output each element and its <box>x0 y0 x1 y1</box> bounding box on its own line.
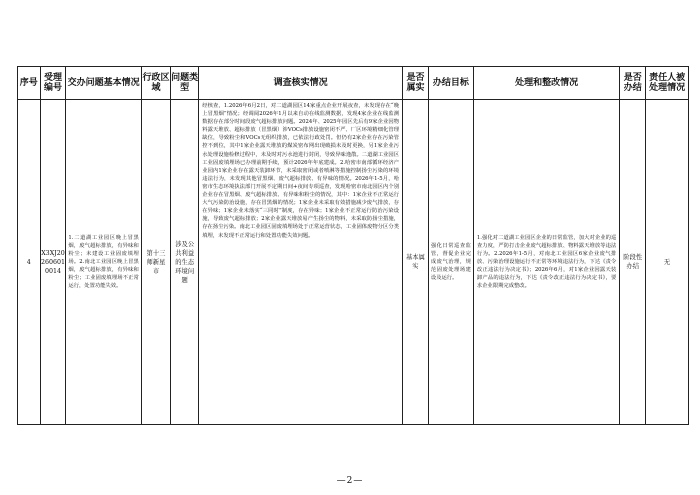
header-handling: 处理和整改情况 <box>473 67 619 100</box>
header-accountability: 责任人被处理情况 <box>646 67 689 100</box>
header-row <box>18 67 689 100</box>
header-is-true: 是否属实 <box>403 67 429 100</box>
cell-handling: 1.强化对二道湖工业园区企业的日常监管，加大对企业的巡查力度，严防打击企业废气超标排放、物料露天堆放等违法行为。2.2026年1-5月，对南北工业园区6家企业废气排放、污染治理设施运行不正常等环境违法行为，下达《责令改正违法行为决定书》；2026年6月，对1家企业因露天装卸产品的违法行为，下达《责令改正违法行为决定书》，要求企业限期完成整改。 <box>473 100 619 425</box>
cell-is-true: 基本属实 <box>403 100 429 425</box>
cell-district: 第十三师新星市 <box>141 100 170 425</box>
header-acceptance-no: 受理编号 <box>40 67 66 100</box>
cell-acceptance-no: X3XJ202606010014 <box>40 100 66 425</box>
cell-seq: 4 <box>18 100 41 425</box>
header-district: 行政区域 <box>141 67 170 100</box>
header-investigation: 调查核实情况 <box>199 67 403 100</box>
table-row <box>18 100 689 425</box>
header-goal: 办结目标 <box>428 67 473 100</box>
cell-type: 涉及公共利益的生态环境问题 <box>171 100 199 425</box>
header-is-closed: 是否办结 <box>620 67 646 100</box>
cell-is-closed: 阶段性办结 <box>620 100 646 425</box>
header-issue: 交办问题基本情况 <box>66 67 141 100</box>
rectification-table <box>17 66 689 425</box>
cell-accountability: 无 <box>646 100 689 425</box>
cell-issue: 1.二道湖工业园区晚上冒黑烟，废气超标排放，有异味和粉尘；未建设工业固废填埋场。2.南北工业园区晚上冒黑烟，废气超标排放，有异味和粉尘；工业固废填埋场不正常运行，处置功能失效。 <box>66 100 141 425</box>
cell-investigation: 经核查，1.2026年6月2日，对二道湖园区14家重点企业开展夜查，未发现存在“晚上冒黑烟”情况；经调阅2026年1月以来自动在线监测数据，发现4家企业在线监测数据存在部分时间段废气超标排放问题。2024年、2025年园区先后有9家企业因物料露天堆放、超标排放（冒黑烟）涉VOCs排放设施密闭不严、厂区环境精细化管理缺位，导致粉尘和VOCs无组织排放，已依法行政处罚。但仍有2家企业存在污染管控不到位，其中1家企业露天堆放的煤炭密布网出现破损未及时更换，另1家企业污水处理设施检修过程中，未及时对污水池进行封闭，导致异味逸散。二道湖工业园区工业固废填埋场已办理前期手续，预计2026年年底建成。2.哈密市南部循环经济产业园内1家企业存在露天装卸环节，未采取密闭或者喷淋等措施控制扬尘污染的环境违法行为，未发现其他冒黑烟、废气超标排放、有异味的情况。2026年1-5月，哈密市生态环境执法部门开展不定期日间+夜间专项巡查，发现哈密市南北园区内个别企业存在冒黑烟、废气超标排放、有异味和粉尘的情况，其中：1家企业不正常运行大气污染防治设施，存在冒黑烟的情况；1家企业未采取有效措施减少废气排放，存在异味；1家企业未落实“三同时”制度，存在异味；1家企业不正常运行防治污染设施，导致废气超标排放；2家企业露天堆放易产生扬尘的物料，未采取防扬尘措施，存在扬尘污染。南北工业园区固废填埋场处于正常运营状态，工业固体废物分区分类填埋，未发现不正常运行和处置功能失效问题。 <box>199 100 403 425</box>
header-type: 问题类型 <box>171 67 199 100</box>
header-seq: 序号 <box>18 67 41 100</box>
cell-goal: 强化日常巡查监管，督促企业完成废气治理，规范固废处理场建设及运行。 <box>428 100 473 425</box>
page-number: —2— <box>336 476 364 486</box>
